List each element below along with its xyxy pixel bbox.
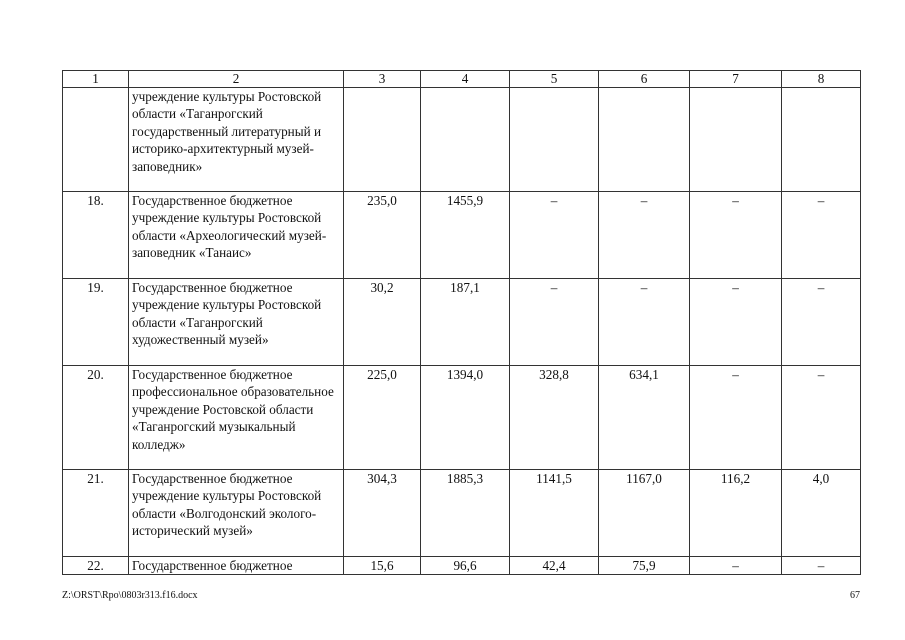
value-cell: – (690, 279, 782, 366)
table-row (63, 279, 861, 366)
value-cell (782, 88, 861, 192)
value-cell: 1394,0 (421, 366, 510, 470)
row-number-cell (63, 88, 129, 192)
value-cell (690, 88, 782, 192)
value-cell: 1141,5 (510, 470, 599, 557)
value-cell: 116,2 (690, 470, 782, 557)
table-row (63, 366, 861, 470)
table-row (63, 88, 861, 192)
value-cell: 225,0 (344, 366, 421, 470)
row-number-cell: 20. (63, 366, 129, 470)
value-cell: 75,9 (599, 557, 690, 575)
value-cell: – (510, 192, 599, 279)
value-cell: – (782, 366, 861, 470)
data-table (62, 70, 861, 575)
column-header: 7 (690, 71, 782, 88)
value-cell: 634,1 (599, 366, 690, 470)
value-cell (421, 88, 510, 192)
value-cell: – (782, 192, 861, 279)
value-cell: 235,0 (344, 192, 421, 279)
value-cell: – (782, 557, 861, 575)
value-cell: 42,4 (510, 557, 599, 575)
column-header: 3 (344, 71, 421, 88)
value-cell: 4,0 (782, 470, 861, 557)
institution-name-cell: Государственное бюджетное профессиональное образовательное учреждение Ростовской области «Таганрогский музыкальный колледж» (129, 366, 344, 470)
row-number-cell: 22. (63, 557, 129, 575)
institution-name-cell: учреждение культуры Ростовской области «Таганрогский государственный литературный и историко-архитектурный музей-заповедник» (129, 88, 344, 192)
column-header: 1 (63, 71, 129, 88)
footer-page-number: 67 (850, 590, 860, 601)
value-cell: 187,1 (421, 279, 510, 366)
value-cell: – (782, 279, 861, 366)
value-cell (344, 88, 421, 192)
column-header: 5 (510, 71, 599, 88)
value-cell: – (690, 366, 782, 470)
table-row (63, 557, 861, 575)
value-cell: 1885,3 (421, 470, 510, 557)
value-cell: 328,8 (510, 366, 599, 470)
column-header: 8 (782, 71, 861, 88)
row-number-cell: 19. (63, 279, 129, 366)
value-cell (510, 88, 599, 192)
table-row (63, 470, 861, 557)
value-cell: 96,6 (421, 557, 510, 575)
value-cell: – (599, 192, 690, 279)
value-cell: – (690, 557, 782, 575)
value-cell: 30,2 (344, 279, 421, 366)
value-cell: – (690, 192, 782, 279)
institution-name-cell: Государственное бюджетное учреждение культуры Ростовской области «Волгодонский эколого-исторический музей» (129, 470, 344, 557)
value-cell: 304,3 (344, 470, 421, 557)
row-number-cell: 21. (63, 470, 129, 557)
header-row (63, 71, 861, 88)
value-cell: 1167,0 (599, 470, 690, 557)
institution-name-cell: Государственное бюджетное учреждение культуры Ростовской области «Археологический музей-заповедник «Танаис» (129, 192, 344, 279)
value-cell: 1455,9 (421, 192, 510, 279)
column-header: 6 (599, 71, 690, 88)
row-number-cell: 18. (63, 192, 129, 279)
column-header: 4 (421, 71, 510, 88)
footer-file-path: Z:\ORST\Rpo\0803r313.f16.docx (62, 590, 198, 601)
value-cell: – (510, 279, 599, 366)
table-row (63, 192, 861, 279)
value-cell (599, 88, 690, 192)
value-cell: 15,6 (344, 557, 421, 575)
institution-name-cell: Государственное бюджетное (129, 557, 344, 575)
column-header: 2 (129, 71, 344, 88)
institution-name-cell: Государственное бюджетное учреждение культуры Ростовской области «Таганрогский художественный музей» (129, 279, 344, 366)
value-cell: – (599, 279, 690, 366)
